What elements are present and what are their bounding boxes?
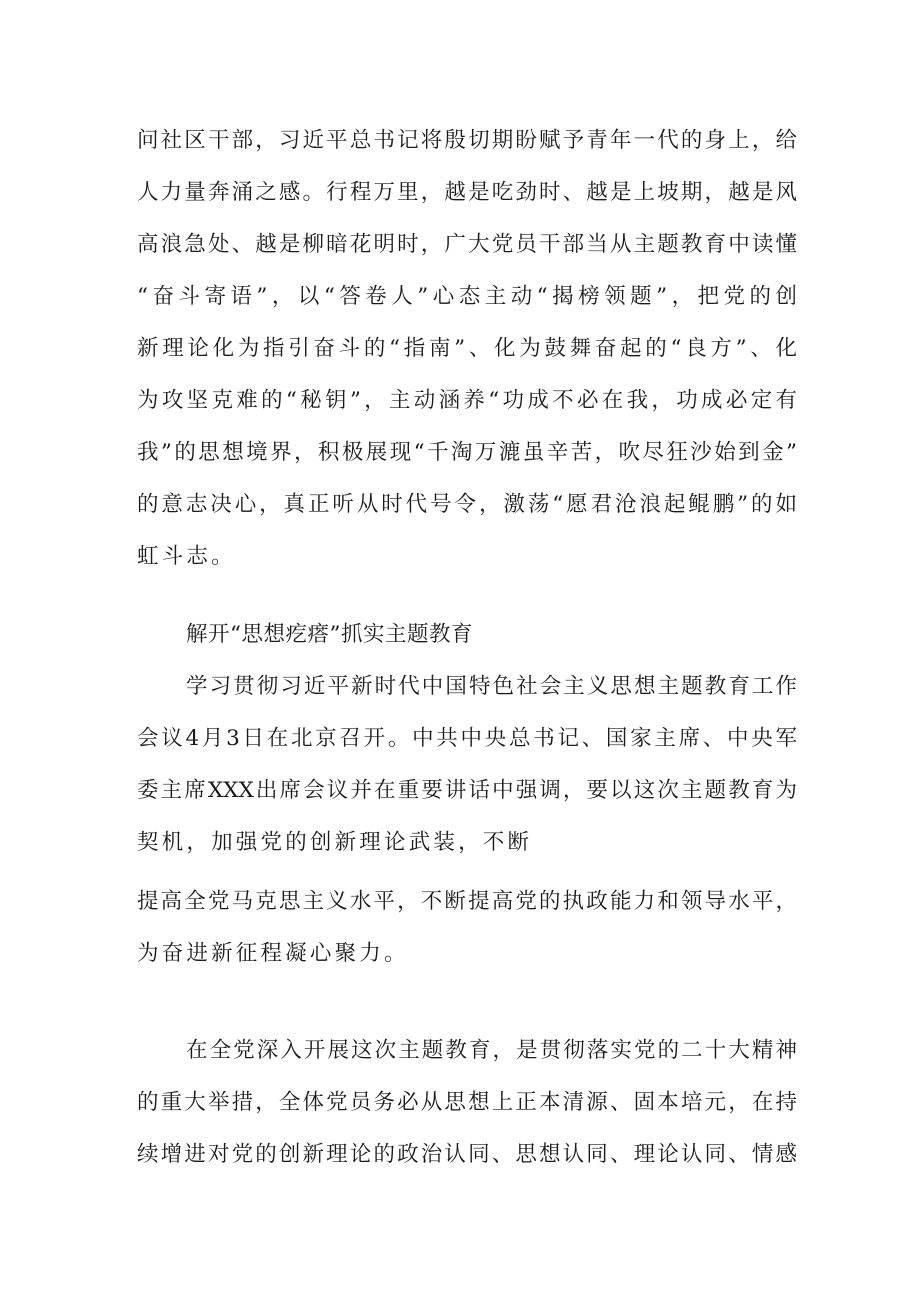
text-line: 虹斗志。: [137, 544, 236, 569]
text-line: 为奋进新征程凝心聚力。: [137, 941, 409, 966]
text-line: 新理论化为指引奋斗的“指南”、化为鼓舞奋起的“良方”、化: [137, 336, 797, 361]
text-line: 学习贯彻习近平新时代中国特色社会主义思想主题教育工作: [186, 674, 797, 699]
text-line: 契机，加强党的创新理论武装，不断: [137, 830, 533, 855]
text-line: 我”的思想境界，积极展现“千淘万漉虽辛苦，吹尽狂沙始到金”: [137, 440, 797, 465]
text-line: 的意志决心，真正听从时代号令，激荡“愿君沧浪起鲲鹏”的如: [137, 492, 797, 517]
text-line: 委主席XXX出席会议并在重要讲话中强调，要以这次主题教育为: [137, 778, 797, 803]
text-line: 在全党深入开展这次主题教育，是贯彻落实党的二十大精神: [186, 1038, 797, 1063]
text-line: 问社区干部，习近平总书记将殷切期盼赋予青年一代的身上，给: [137, 128, 797, 153]
text-line: “奋斗寄语”，以“答卷人”心态主动“揭榜领题”，把党的创: [137, 284, 797, 309]
text-line: 续增进对党的创新理论的政治认同、思想认同、理论认同、情感: [137, 1142, 797, 1167]
text-line: 为攻坚克难的“秘钥”，主动涵养“功成不必在我，功成必定有: [137, 388, 797, 413]
text-line: 高浪急处、越是柳暗花明时，广大党员干部当从主题教育中读懂: [137, 232, 797, 257]
text-line: 的重大举措，全体党员务必从思想上正本清源、固本培元，在持: [137, 1090, 797, 1115]
text-line: 人力量奔涌之感。行程万里，越是吃劲时、越是上坡期，越是风: [137, 180, 797, 205]
text-line: 提高全党马克思主义水平，不断提高党的执政能力和领导水平，: [137, 889, 797, 914]
section-heading: 解开“思想疙瘩”抓实主题教育: [186, 622, 473, 647]
text-line: 会议4月3日在北京召开。中共中央总书记、国家主席、中央军: [137, 726, 797, 751]
